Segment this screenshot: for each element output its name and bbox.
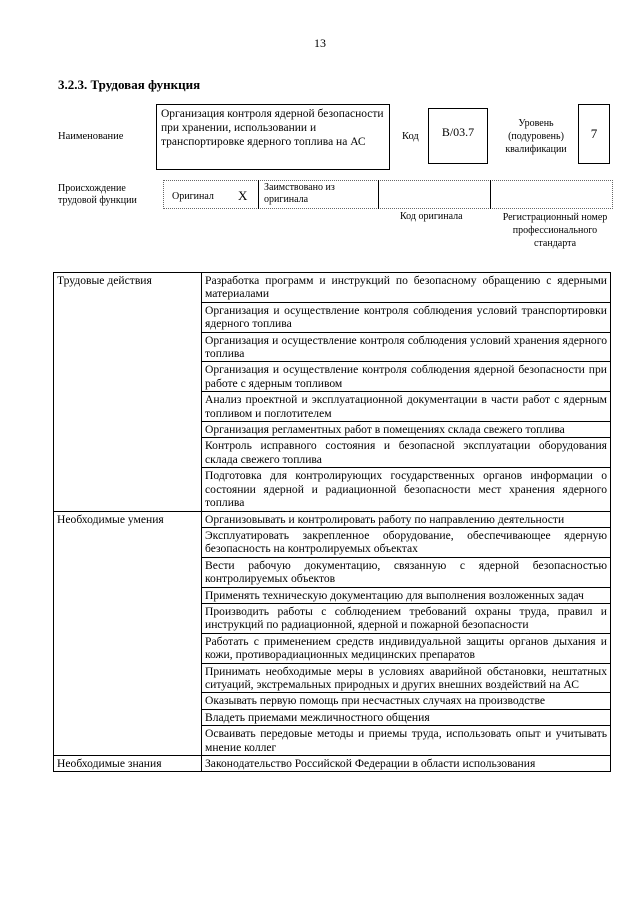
table-cell: Организация и осуществление контроля соблюдения ядерной безопасности при работе с ядерным топливом — [202, 362, 611, 392]
table-cell: Организация регламентных работ в помещениях склада свежего топлива — [202, 422, 611, 438]
reg-number-label: Регистрационный номер профессионального стандарта — [502, 212, 608, 249]
code-label: Код — [402, 131, 419, 142]
table-cell: Эксплуатировать закрепленное оборудование, обеспечивающее ядерную безопасность на контролируемых объектах — [202, 527, 611, 557]
code-value: B/03.7 — [441, 125, 475, 139]
code-original-cell — [378, 180, 491, 209]
table-body — [54, 273, 611, 772]
name-label: Наименование — [58, 131, 124, 142]
table-cell: Контроль исправного состояния и безопасной эксплуатации оборудования склада свежего топлива — [202, 438, 611, 468]
qualification-level-label: Уровень (подуровень) квалификации — [505, 118, 567, 155]
table-cell: Владеть приемами межличностного общения — [202, 709, 611, 725]
section-title: 3.2.3. Трудовая функция — [58, 77, 201, 92]
labor-function-table — [53, 272, 611, 772]
borrowed-label: Заимствовано из оригинала — [264, 182, 335, 205]
table-cell: Принимать необходимые меры в условиях аварийной обстановки, нештатных ситуаций, экстремальных природных и других внешних воздействий на АС — [202, 663, 611, 693]
table-cell: Оказывать первую помощь при несчастных случаях на производстве — [202, 693, 611, 709]
table-cell: Разработка программ и инструкций по безопасному обращению с ядерными материалами — [202, 273, 611, 303]
code-value-box — [428, 108, 488, 164]
function-name-box: Организация контроля ядерной безопасности при хранении, использовании и транспортировке ядерного топлива на АС — [156, 104, 390, 170]
code-original-label: Код оригинала — [400, 211, 463, 222]
table-cell: Подготовка для контролирующих государственных органов информации о состоянии ядерной и радиационной безопасности мест хранения ядерного топлива — [202, 468, 611, 511]
table-cell: Осваивать передовые методы и приемы труда, использовать опыт и учитывать мнение коллег — [202, 726, 611, 756]
table-cell: Анализ проектной и эксплуатационной документации в части работ с ядерным топливом и поглотителем — [202, 392, 611, 422]
origin-label: Происхождение трудовой функции — [58, 183, 137, 206]
table-cell: Организация и осуществление контроля соблюдения условий хранения ядерного топлива — [202, 332, 611, 362]
qualification-level-value: 7 — [578, 104, 610, 164]
table-cell: Организация и осуществление контроля соблюдения условий транспортировки ядерного топлива — [202, 302, 611, 332]
table-cell: Законодательство Российской Федерации в области использования — [202, 756, 611, 772]
table-cell: Вести рабочую документацию, связанную с ядерной безопасностью контролируемых объектов — [202, 557, 611, 587]
table-row — [54, 756, 611, 772]
section-label: Необходимые умения — [54, 511, 202, 756]
table-cell: Работать с применением средств индивидуальной защиты органов дыхания и кожи, противорадиационных медицинских препаратов — [202, 633, 611, 663]
section-label: Трудовые действия — [54, 273, 202, 512]
table-row — [54, 273, 611, 303]
page-number: 13 — [314, 36, 326, 50]
table-cell: Производить работы с соблюдением требований охраны труда, правил и инструкций по радиационной, ядерной и пожарной безопасности — [202, 603, 611, 633]
table-row — [54, 511, 611, 527]
table-cell: Применять техническую документацию для выполнения возложенных задач — [202, 587, 611, 603]
section-label: Необходимые знания — [54, 756, 202, 772]
original-mark: X — [238, 188, 248, 203]
original-label: Оригинал — [172, 191, 214, 202]
table-cell: Организовывать и контролировать работу по направлению деятельности — [202, 511, 611, 527]
